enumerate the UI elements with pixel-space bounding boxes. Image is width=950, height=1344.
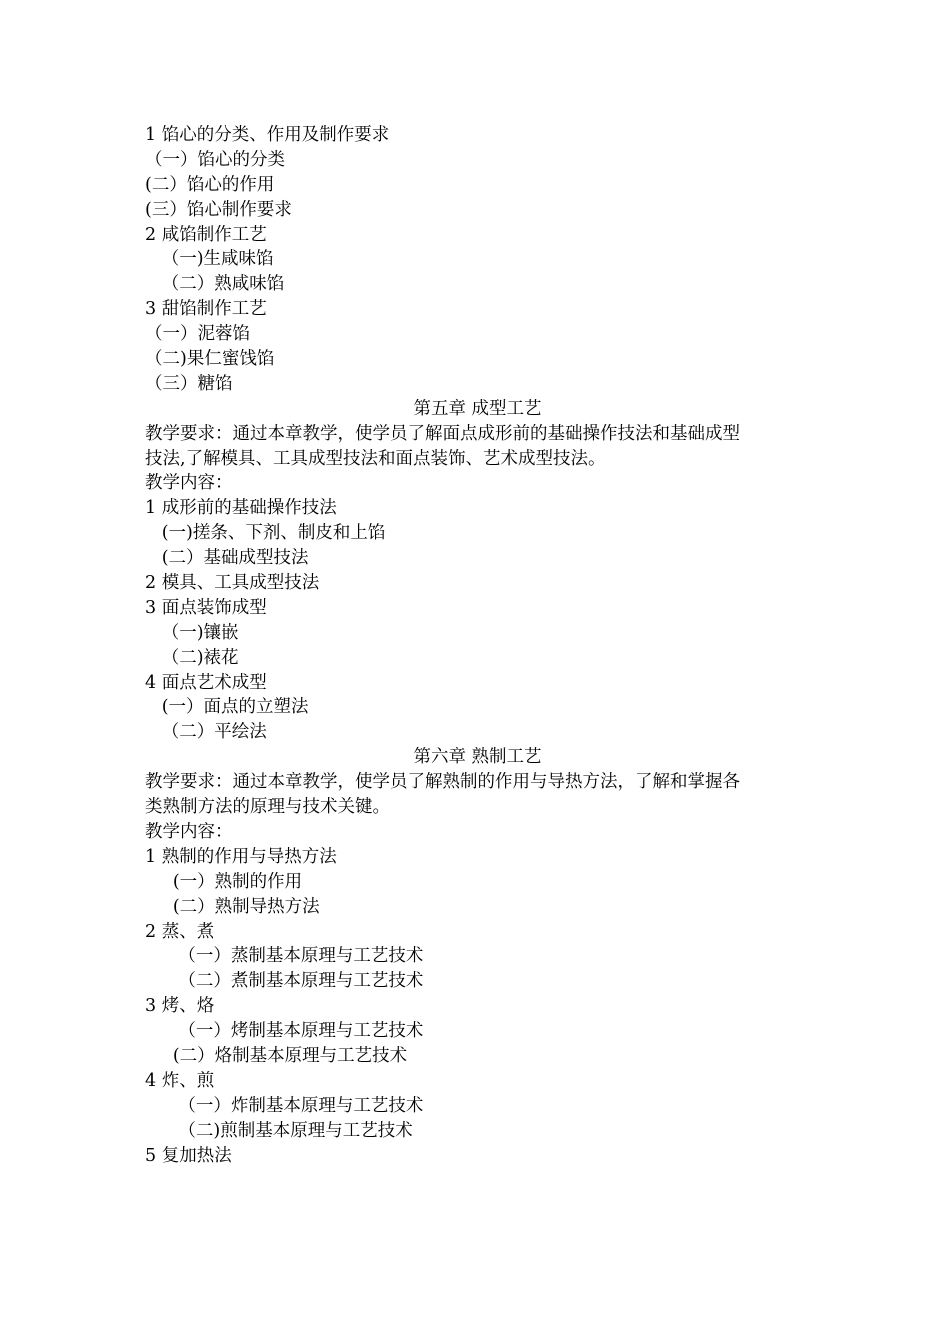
subsection-item: （一）馅心的分类 xyxy=(145,149,285,170)
section-heading: 4 炸、煎 xyxy=(145,1070,215,1091)
subsection-item: （二）煮制基本原理与工艺技术 xyxy=(145,971,424,992)
teaching-content-label: 教学内容： xyxy=(145,473,233,494)
subsection-item: （二)果仁蜜饯馅 xyxy=(145,349,275,370)
subsection-item: （一）泥蓉馅 xyxy=(145,324,250,345)
subsection-item: （一）炸制基本原理与工艺技术 xyxy=(145,1095,424,1116)
subsection-item: （一)镶嵌 xyxy=(145,622,239,643)
chapter-title: 第五章 成型工艺 xyxy=(413,398,542,419)
section-heading: 3 烤、烙 xyxy=(145,996,215,1017)
teaching-content-label: 教学内容： xyxy=(145,821,233,842)
teaching-requirement: 教学要求：通过本章教学，使学员了解面点成形前的基础操作技法和基础成型 xyxy=(145,423,740,444)
section-heading: 2 咸馅制作工艺 xyxy=(145,224,267,245)
subsection-item: （二)煎制基本原理与工艺技术 xyxy=(145,1120,413,1141)
section-heading: 3 面点装饰成型 xyxy=(145,597,267,618)
teaching-requirement: 教学要求：通过本章教学，使学员了解熟制的作用与导热方法，了解和掌握各 xyxy=(145,772,740,793)
section-heading: 5 复加热法 xyxy=(145,1145,232,1166)
subsection-item: (二）熟制导热方法 xyxy=(145,896,320,917)
section-heading: 1 熟制的作用与导热方法 xyxy=(145,846,337,867)
subsection-item: (一)搓条、下剂、制皮和上馅 xyxy=(145,523,386,544)
section-heading: 3 甜馅制作工艺 xyxy=(145,299,267,320)
chapter-title: 第六章 熟制工艺 xyxy=(413,747,542,768)
subsection-item: (一）熟制的作用 xyxy=(145,871,303,892)
section-heading: 2 模具、工具成型技法 xyxy=(145,573,320,594)
section-heading: 1 馅心的分类、作用及制作要求 xyxy=(145,125,390,145)
teaching-requirement-continued: 技法,了解模具、工具成型技法和面点装饰、艺术成型技法。 xyxy=(145,448,606,469)
subsection-item: (一）面点的立塑法 xyxy=(145,697,309,718)
section-heading: 4 面点艺术成型 xyxy=(145,672,267,693)
subsection-item: （一)生咸味馅 xyxy=(145,249,274,270)
section-heading: 2 蒸、煮 xyxy=(145,921,215,942)
subsection-item: （三）糖馅 xyxy=(145,373,233,394)
subsection-item: (二）烙制基本原理与工艺技术 xyxy=(145,1045,408,1066)
subsection-item: (二）馅心的作用 xyxy=(145,174,275,195)
document-body xyxy=(145,123,810,1168)
subsection-item: (三）馅心制作要求 xyxy=(145,199,292,220)
section-heading: 1 成形前的基础操作技法 xyxy=(145,498,337,519)
teaching-requirement-continued: 类熟制方法的原理与技术关键。 xyxy=(145,797,390,818)
subsection-item: (二）基础成型技法 xyxy=(145,548,309,569)
subsection-item: （二)裱花 xyxy=(145,647,239,668)
subsection-item: （二）平绘法 xyxy=(145,722,267,743)
subsection-item: （二）熟咸味馅 xyxy=(145,274,285,295)
subsection-item: （一）烤制基本原理与工艺技术 xyxy=(145,1021,424,1042)
subsection-item: （一）蒸制基本原理与工艺技术 xyxy=(145,946,424,967)
